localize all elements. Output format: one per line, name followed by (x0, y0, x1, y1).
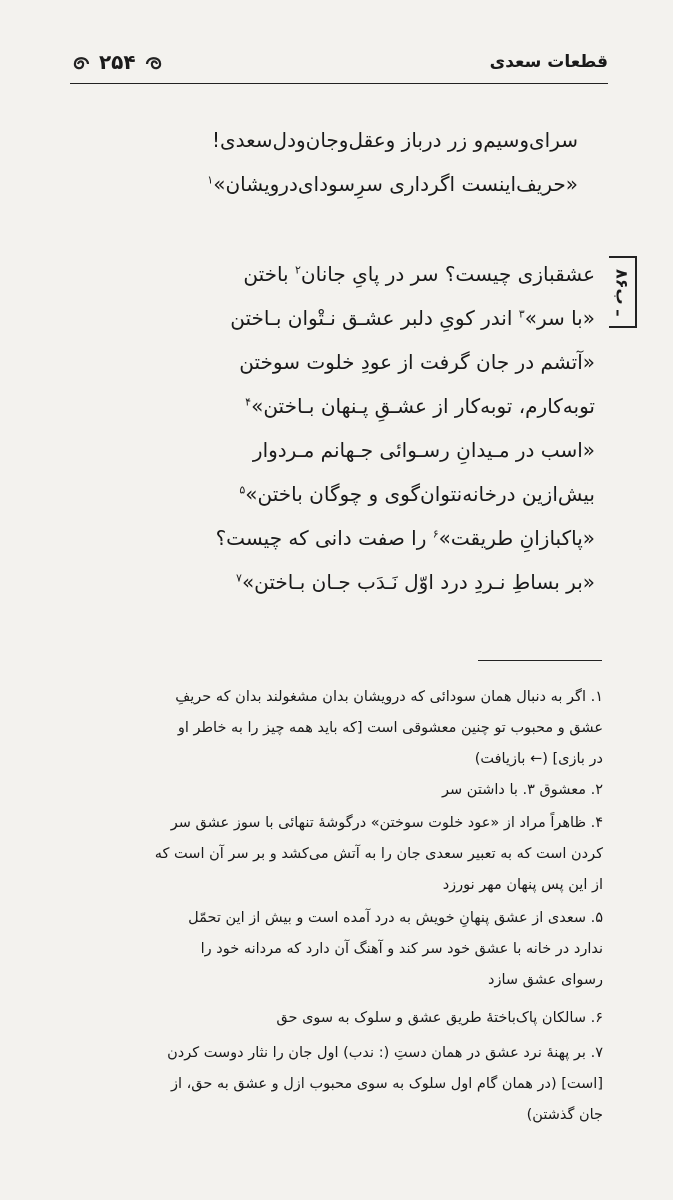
footnote-ref: ۴ (245, 395, 252, 409)
footnote-line: ندارد در خانه با عشق خود سر کند و آهنگ آن دارد که مردانه خود را (200, 941, 603, 957)
footnote-line: ۲. معشوق ۳. با داشتن سر (442, 782, 603, 798)
verse-text: «حریف‌اینست اگرداری سرِسودای‌درویشان» (213, 172, 578, 196)
top-verse-1 (212, 128, 578, 152)
footnote-line: ۱. اگر به دنبال همان سودائی که درویشان بدان مشغولند بدان که حریفِ (175, 689, 603, 705)
main-verse-2 (230, 306, 595, 330)
main-verse-4 (245, 394, 595, 418)
footnote-ref: ۷ (236, 571, 242, 585)
footnote-line: در بازی] (← بازیافت) (474, 751, 603, 767)
footnote-ref: ۱ (207, 173, 214, 187)
footnote-line: ۵. سعدی از عشق پنهانِ خویش به درد آمده است و بیش از این تحمّل (188, 910, 603, 926)
footnote-ref: ۵ (239, 483, 246, 497)
verse-text: بیش‌ازین درخانه‌نتوان‌گوی و چوگان باختن» (245, 482, 595, 506)
main-verse-1 (243, 262, 595, 286)
verse-text: «با سر» (524, 306, 595, 330)
footnote-rule (478, 660, 602, 661)
margin-tag (609, 256, 637, 328)
verse-text: «اسب در مـیدانِ رسـوائی جـهانم مـردوار (252, 438, 595, 462)
margin-tag-text: ۸۶ـ ب (612, 268, 632, 316)
footnote-line: [است] (در همان گام اول سلوک به سوی محبوب ازل و عشق به حق، از (170, 1076, 603, 1092)
footnote-line: کردن است که به تعبیر سعدی جان را به آتش می‌کشد و بر سر آن است که (154, 846, 603, 862)
verse-tail: باختن (243, 262, 295, 286)
verse-tail: اندر کویِ دلبر عشـق نـتْوان بـاختن (230, 306, 519, 330)
footnote-line: ۴. ظاهراً مراد از «عود خلوت سوختن» درگوشهٔ تنهائی با سوز عشق سر (170, 815, 603, 831)
footnote-6 (58, 1003, 603, 1034)
verse-text: «پاکبازانِ طریقت» (438, 526, 595, 550)
footnote-7 (58, 1038, 603, 1131)
footnote-line: رسوای عشق سازد (488, 972, 603, 988)
ornament-right-icon (143, 54, 165, 74)
main-verse-7 (216, 526, 595, 550)
footnote-line: جان گذشتن) (526, 1107, 603, 1123)
footnote-line: از این پس پنهان مهر نورزد (442, 877, 603, 893)
header-rule (70, 83, 608, 84)
ornament-left-icon (70, 54, 92, 74)
main-verse-5 (253, 438, 595, 462)
verse-text: «آتشم در جان گرفت از عودِ خلوت سوختن (239, 350, 595, 374)
footnote-ref: ۳ (518, 307, 525, 321)
footnote-1 (58, 682, 603, 775)
footnote-line: ۶. سالکان پاک‌باختهٔ طریق عشق و سلوک به سوی حق (276, 1010, 603, 1026)
verse-text: عشقبازی چیست؟ سر در پایِ جانان (300, 262, 595, 286)
footnote-5 (58, 903, 603, 996)
top-verse-2 (207, 172, 578, 196)
footnote-2-3 (58, 775, 603, 806)
page-number (70, 50, 165, 74)
footnote-line: ۷. بر پهنهٔ نرد عشق در همان دستِ (: ندب) اول جان را نثار دوست کردن (167, 1045, 603, 1061)
main-verse-3 (239, 350, 595, 374)
footnote-ref: ۲ (294, 263, 301, 277)
verse-tail: را صفت دانی که چیست؟ (215, 526, 433, 550)
main-verse-6 (239, 482, 595, 506)
footnote-ref: ۶ (432, 527, 439, 541)
verse-text: «بر بساطِ نـردِ درد اوّل نَـدَب جـان بـاختن» (241, 570, 595, 594)
verse-text: توبه‌کارم، توبه‌کار از عشـقِ پـنهان بـاختن» (251, 394, 595, 418)
verse-text: سرای‌وسیم‌و زر درباز وعقل‌وجان‌ودل‌سعدی! (211, 128, 578, 152)
running-title: قطعات سعدی (489, 52, 608, 72)
footnote-4 (58, 808, 603, 901)
main-verse-8 (236, 570, 595, 594)
page-number-value: ۲۵۴ (98, 50, 136, 74)
footnote-line: عشق و محبوب تو چنین معشوقی است [که باید همه چیز را به خاطر او (177, 720, 603, 736)
page-header (70, 48, 608, 84)
